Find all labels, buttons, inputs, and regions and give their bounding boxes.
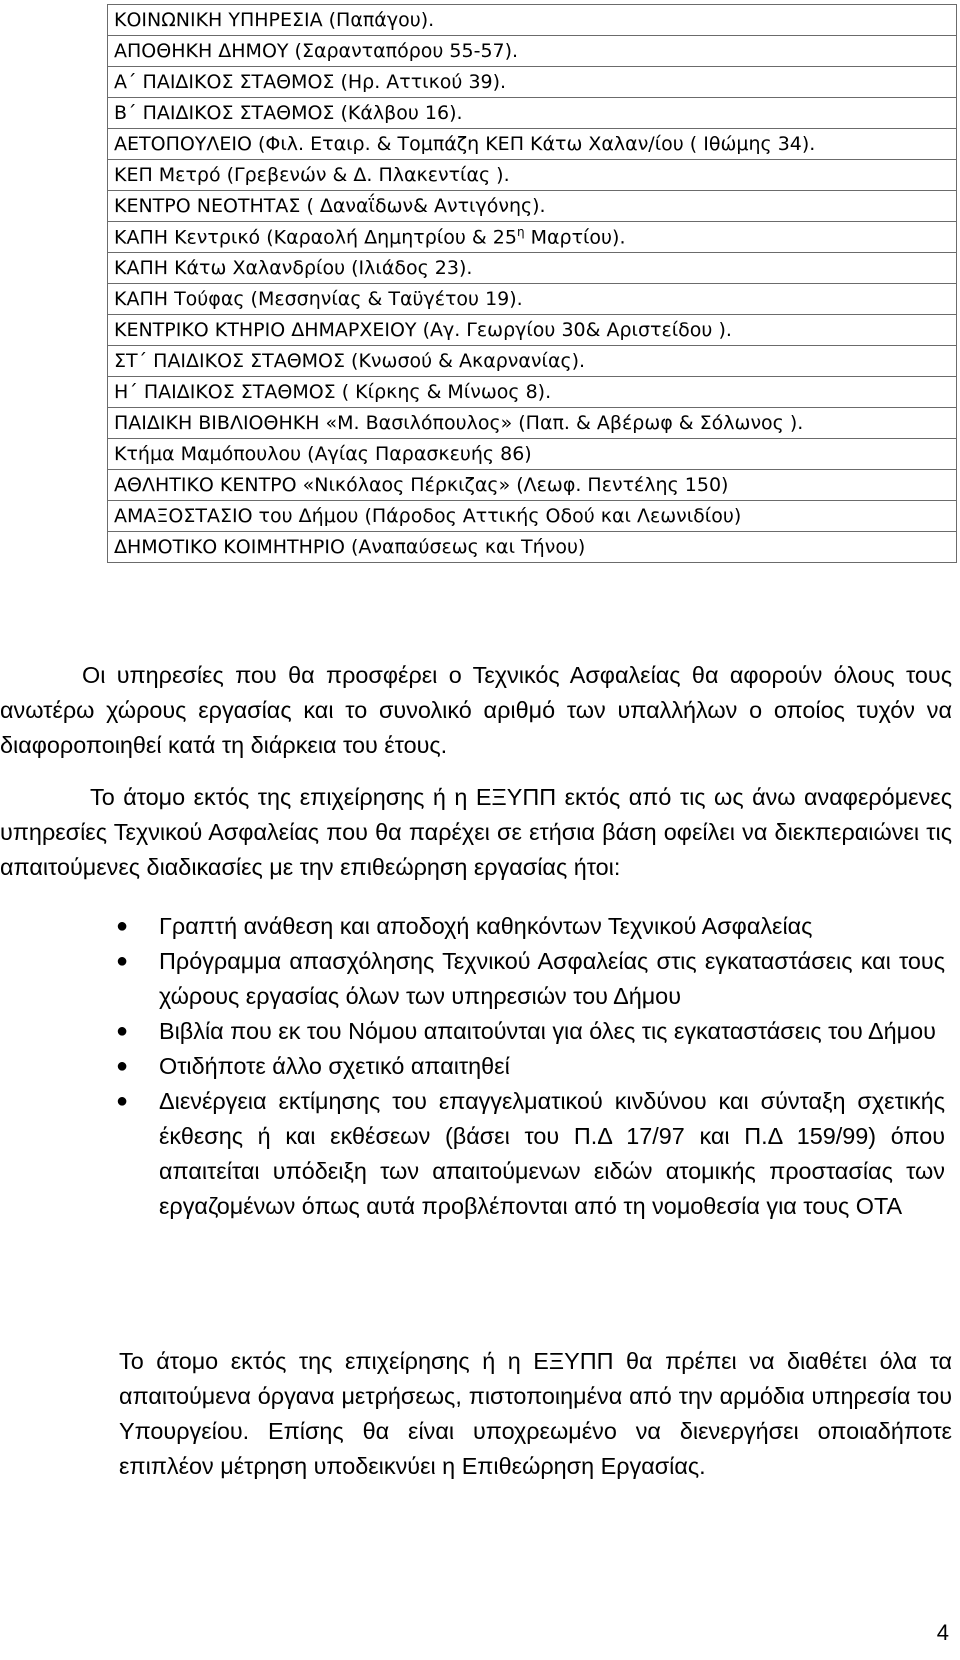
list-item: [0, 1084, 945, 1224]
table-row: [108, 191, 957, 222]
table-row: [108, 532, 957, 563]
table-cell: ΚΑΠΗ Τούφας (Μεσσηνίας & Ταϋγέτου 19).: [108, 284, 957, 315]
list-item: [0, 1014, 945, 1049]
table-cell: ΚΕΝΤΡΙΚΟ ΚΤΗΡΙΟ ΔΗΜΑΡΧΕΙΟΥ (Αγ. Γεωργίου 30& Αριστείδου ).: [108, 315, 957, 346]
bullet-icon: ●: [116, 915, 129, 937]
table-cell: ΚΕΝΤΡΟ ΝΕΟΤΗΤΑΣ ( Δαναΐδων& Αντιγόνης).: [108, 191, 957, 222]
paragraph-obligations: Το άτομο εκτός της επιχείρησης ή η ΕΞΥΠΠ εκτός από τις ως άνω αναφερόμενες υπηρεσίες Τεχνικού Ασφαλείας που θα παρέχει σε ετήσια βάση οφείλει να διεκπεραιώνει τις απαιτούμενες διαδικασίες με την επιθεώρηση εργασίας ήτοι:: [0, 784, 952, 880]
table-cell: Κτήμα Μαμόπουλου (Αγίας Παρασκευής 86): [108, 439, 957, 470]
cell-text-tail: Μαρτίου).: [524, 226, 626, 249]
table-cell: Η΄ ΠΑΙΔΙΚΟΣ ΣΤΑΘΜΟΣ ( Κίρκης & Μίνωος 8).: [108, 377, 957, 408]
bullet-icon: ●: [116, 1090, 129, 1112]
superscript: η: [516, 225, 525, 240]
table-cell: ΚΑΠΗ Κάτω Χαλανδρίου (Ιλιάδος 23).: [108, 253, 957, 284]
cell-text: ΚΑΠΗ Κεντρικό (Καραολή Δημητρίου & 25: [114, 226, 517, 249]
table-row: [108, 439, 957, 470]
table-cell: ΑΕΤΟΠΟΥΛΕΙΟ (Φιλ. Εταιρ. & Τομπάζη ΚΕΠ Κάτω Χαλαν/ίου ( Ιθώμης 34).: [108, 129, 957, 160]
table-row: [108, 408, 957, 439]
table-cell: Β΄ ΠΑΙΔΙΚΟΣ ΣΤΑΘΜΟΣ (Κάλβου 16).: [108, 98, 957, 129]
list-item: [0, 909, 945, 944]
table-row: [108, 284, 957, 315]
bullet-icon: ●: [116, 1055, 129, 1077]
locations-table: [107, 4, 957, 563]
list-item: [0, 944, 945, 1014]
table-cell: Α΄ ΠΑΙΔΙΚΟΣ ΣΤΑΘΜΟΣ (Ηρ. Αττικού 39).: [108, 67, 957, 98]
table-cell: ΚΟΙΝΩΝΙΚΗ ΥΠΗΡΕΣΙΑ (Παπάγου).: [108, 5, 957, 36]
table-row: [108, 501, 957, 532]
list-item-text: Οτιδήποτε άλλο σχετικό απαιτηθεί: [159, 1053, 510, 1079]
table-row: [108, 160, 957, 191]
table-cell: ΔΗΜΟΤΙΚΟ ΚΟΙΜΗΤΗΡΙΟ (Αναπαύσεως και Τήνου): [108, 532, 957, 563]
table-cell: ΑΠΟΘΗΚΗ ΔΗΜΟΥ (Σαρανταπόρου 55-57).: [108, 36, 957, 67]
table-row: [108, 222, 957, 253]
table-cell: ΑΘΛΗΤΙΚΟ ΚΕΝΤΡΟ «Νικόλαος Πέρκιζας» (Λεωφ. Πεντέλης 150): [108, 470, 957, 501]
table-row: [108, 67, 957, 98]
table-row: [108, 253, 957, 284]
bullet-icon: ●: [116, 1020, 129, 1042]
list-item-text: Πρόγραμμα απασχόλησης Τεχνικού Ασφαλείας στις εγκαταστάσεις και τους χώρους εργασίας όλων των υπηρεσιών του Δήμου: [159, 948, 945, 1009]
table-row: [108, 98, 957, 129]
table-cell: [108, 222, 957, 253]
table-row: [108, 470, 957, 501]
list-item-text: Βιβλία που εκ του Νόμου απαιτούνται για όλες τις εγκαταστάσεις του Δήμου: [159, 1018, 936, 1044]
table-row: [108, 129, 957, 160]
table-row: [108, 5, 957, 36]
table-cell: ΠΑΙΔΙΚΗ ΒΙΒΛΙΟΘΗΚΗ «Μ. Βασιλόπουλος» (Παπ. & Αβέρωφ & Σόλωνος ).: [108, 408, 957, 439]
table-row: [108, 36, 957, 67]
table-cell: ΑΜΑΞΟΣΤΑΣΙΟ του Δήμου (Πάροδος Αττικής Οδού και Λεωνιδίου): [108, 501, 957, 532]
table-row: [108, 315, 957, 346]
task-list: [0, 909, 945, 1224]
table-row: [108, 377, 957, 408]
page-number: 4: [936, 1620, 949, 1645]
list-item: [0, 1049, 945, 1084]
table-row: [108, 346, 957, 377]
paragraph-services-scope: Οι υπηρεσίες που θα προσφέρει ο Τεχνικός Ασφαλείας θα αφορούν όλους τους ανωτέρω χώρους εργασίας και το συνολικό αριθμό των υπαλλήλων ο οποίος τυχόν να διαφοροποιηθεί κατά τη διάρκεια του έτους.: [0, 662, 952, 758]
bullet-icon: ●: [116, 950, 129, 972]
list-item-text: Διενέργεια εκτίμησης του επαγγελματικού κινδύνου και σύνταξη σχετικής έκθεσης ή και εκθέσεων (βάσει του Π.Δ 17/97 και Π.Δ 159/99) όπου απαιτείται υπόδειξη των απαιτούμενων ειδών ατομικής προστασίας των εργαζομένων όπως αυτά προβλέπονται από τη νομοθεσία για τους ΟΤΑ: [159, 1088, 945, 1219]
table-cell: ΣΤ΄ ΠΑΙΔΙΚΟΣ ΣΤΑΘΜΟΣ (Κνωσού & Ακαρνανίας).: [108, 346, 957, 377]
table-cell: ΚΕΠ Μετρό (Γρεβενών & Δ. Πλακεντίας ).: [108, 160, 957, 191]
list-item-text: Γραπτή ανάθεση και αποδοχή καθηκόντων Τεχνικού Ασφαλείας: [159, 913, 813, 939]
paragraph-equipment: Το άτομο εκτός της επιχείρησης ή η ΕΞΥΠΠ θα πρέπει να διαθέτει όλα τα απαιτούμενα όργανα μετρήσεως, πιστοποιημένα από την αρμόδια υπηρεσία του Υπουργείου. Επίσης θα είναι υποχρεωμένο να διενεργήσει οποιαδήποτε επιπλέον μέτρηση υποδεικνύει η Επιθεώρηση Εργασίας.: [119, 1348, 952, 1479]
